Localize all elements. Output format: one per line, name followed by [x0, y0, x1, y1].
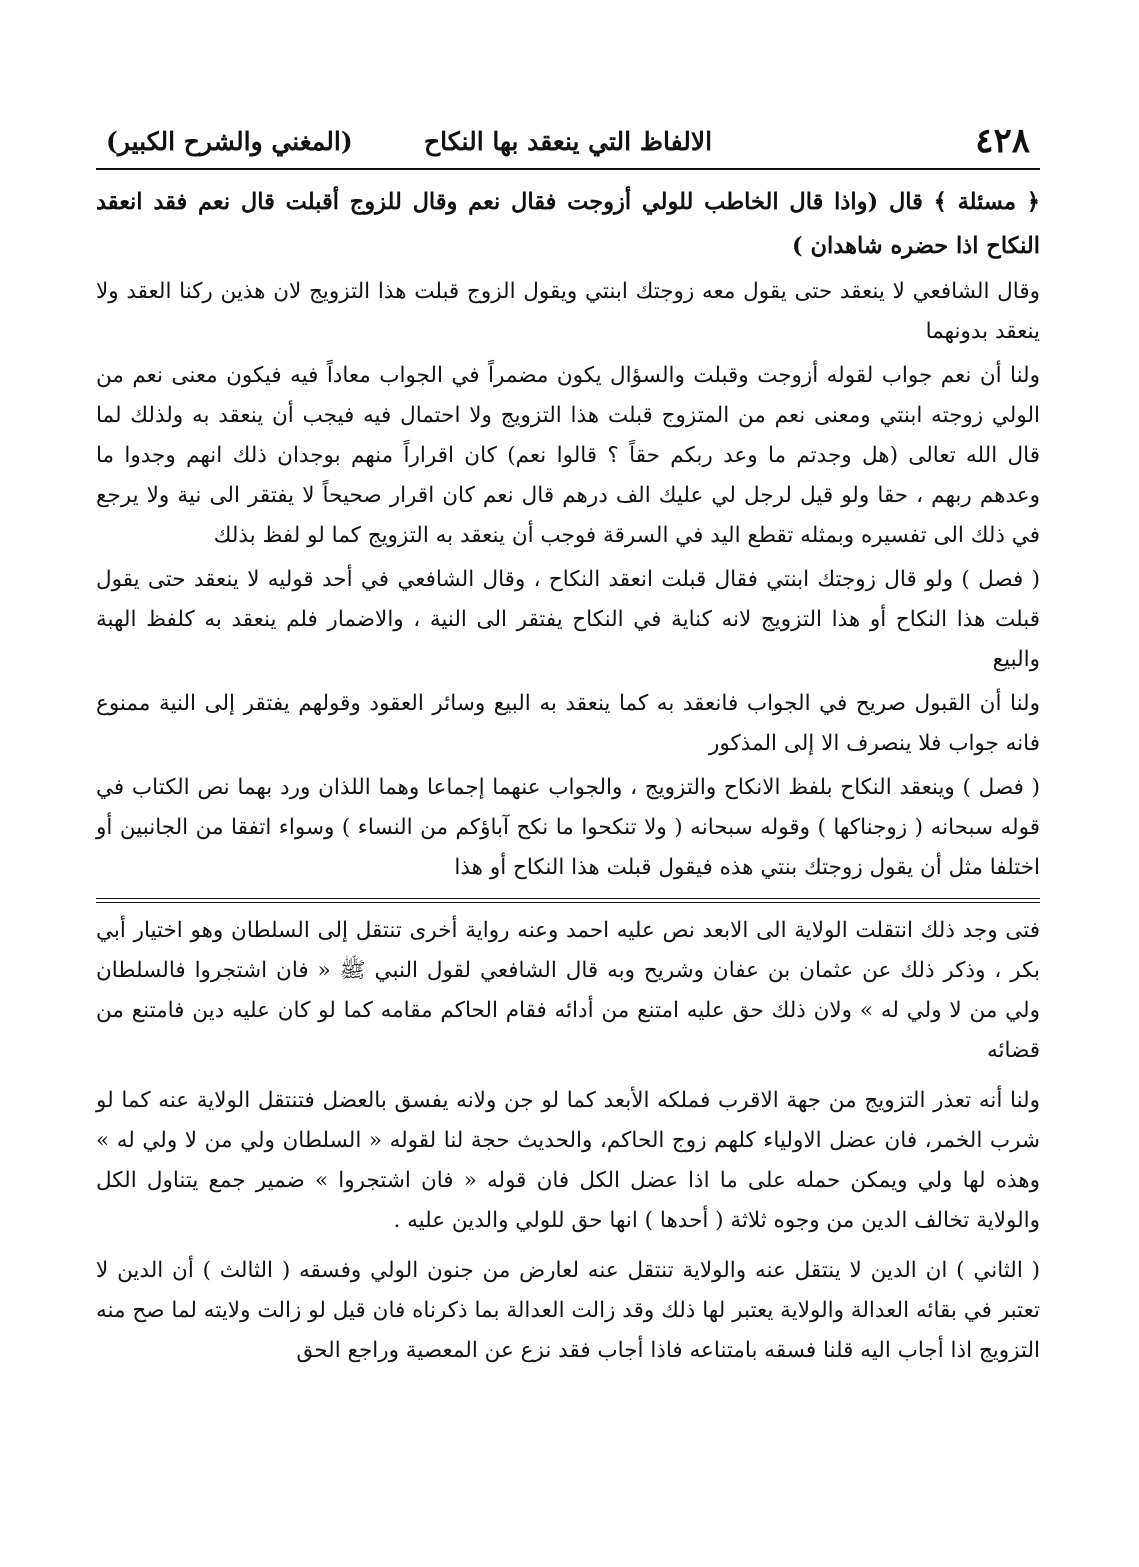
text-paragraph: وقال الشافعي لا ينعقد حتى يقول معه زوجتك ابنتي ويقول الزوج قبلت هذا التزويج لان هذين ركنا العقد ولا ينعقد بدونهما — [96, 279, 1040, 344]
fasl-paragraph: ( فصل ) ولو قال زوجتك ابنتي فقال قبلت انعقد النكاح ، وقال الشافعي في أحد قوليه لا ينعقد حتى يقول قبلت هذا النكاح أو هذا التزويج لانه كناية في النكاح يفتقر الى النية ، والاضمار فلم ينعقد به كلفظ الهبة والبيع — [96, 567, 1040, 672]
fasl-paragraph: ( فصل ) وينعقد النكاح بلفظ الانكاح والتزويج ، والجواب عنهما إجماعا وهما اللذان ورد بهما نص الكتاب في قوله سبحانه ( زوجناكها ) وقوله سبحانه ( ولا تنكحوا ما نكح آباؤكم من النساء ) وسواء اتفقا من الجانبين أو اختلفا مثل أن يقول زوجتك بنتي هذه فيقول قبلت هذا النكاح أو هذا — [96, 775, 1040, 880]
section-title: الالفاظ التي ينعقد بها النكاح — [423, 126, 713, 156]
text-paragraph: فتى وجد ذلك انتقلت الولاية الى الابعد نص عليه احمد وعنه رواية أخرى تنتقل إلى السلطان وهو اختيار أبي بكر ، وذكر ذلك عن عثمان بن عفان وشريح وبه قال الشافعي لقول النبي ﷺ « فان اشتجروا فالسلطان ولي من لا ولي له » ولان ذلك حق عليه امتنع من أدائه فقام الحاكم مقامه كما لو كان عليه دين فامتنع من قضائه — [96, 918, 1040, 1063]
text-paragraph: ولنا أنه تعذر التزويج من جهة الاقرب فملكه الأبعد كما لو جن ولانه يفسق بالعضل فتنتقل الولاية عنه كما لو شرب الخمر، فان عضل الاولياء كلهم زوج الحاكم، والحديث حجة لنا لقوله « السلطان ولي من لا ولي له » وهذه لها ولي ويمكن حمله على ما اذا عضل الكل فان قوله « فان اشتجروا » ضمير جمع يتناول الكل والولاية تخالف الدين من وجوه ثلاثة ( أحدها ) انها حق للولي والدين عليه . — [96, 1088, 1040, 1233]
book-page — [96, 118, 1040, 1371]
text-paragraph: ولنا أن نعم جواب لقوله أزوجت وقبلت والسؤال يكون مضمراً في الجواب معاداً فيه فيكون معنى نعم من الولي زوجته ابنتي ومعنى نعم من المتزوج قبلت هذا التزويج ولا احتمال فيه فيجب أن ينعقد به ولذلك لما قال الله تعالى (هل وجدتم ما وعد ربكم حقاً ؟ قالوا نعم) كان اقراراً منهم بوجدان ذلك انهم وجدوا ما وعدهم ربهم ، حقا ولو قيل لرجل لي عليك الف درهم قال نعم كان اقرار صحيحاً لا يفتقر الى نية ولا يرجع في ذلك الى تفسيره وبمثله تقطع اليد في السرقة فوجب أن ينعقد به التزويج كما لو لفظ بذلك — [96, 363, 1040, 548]
page-header — [96, 118, 1040, 164]
main-text — [96, 180, 1040, 888]
book-title: (المغني والشرح الكبير) — [106, 126, 353, 156]
text-paragraph: ( الثاني ) ان الدين لا ينتقل عنه والولاية تنتقل عنه لعارض من جنون الولي وفسقه ( الثالث ) أن الدين لا تعتبر في بقائه العدالة والولاية يعتبر لها ذلك وقد زالت العدالة بما ذكرناه فان قيل لو زالت ولايته لما صح منه التزويج اذا أجاب اليه قلنا فسقه بامتناعه فاذا أجاب فقد نزع عن المعصية وراجع الحق — [96, 1258, 1040, 1363]
text-paragraph: ولنا أن القبول صريح في الجواب فانعقد به كما ينعقد به البيع وسائر العقود وقولهم يفتقر إلى النية ممنوع فانه جواب فلا ينصرف الا إلى المذكور — [96, 691, 1040, 756]
page-number: ٤٢٨ — [975, 121, 1030, 161]
masala-paragraph: ﴿ مسئلة ﴾ قال (واذا قال الخاطب للولي أزوجت فقال نعم وقال للزوج أقبلت قال نعم فقد انعقد النكاح اذا حضره شاهدان ) — [96, 189, 1040, 259]
lower-text — [96, 911, 1040, 1371]
section-divider — [96, 898, 1040, 903]
header-rule — [96, 168, 1040, 170]
